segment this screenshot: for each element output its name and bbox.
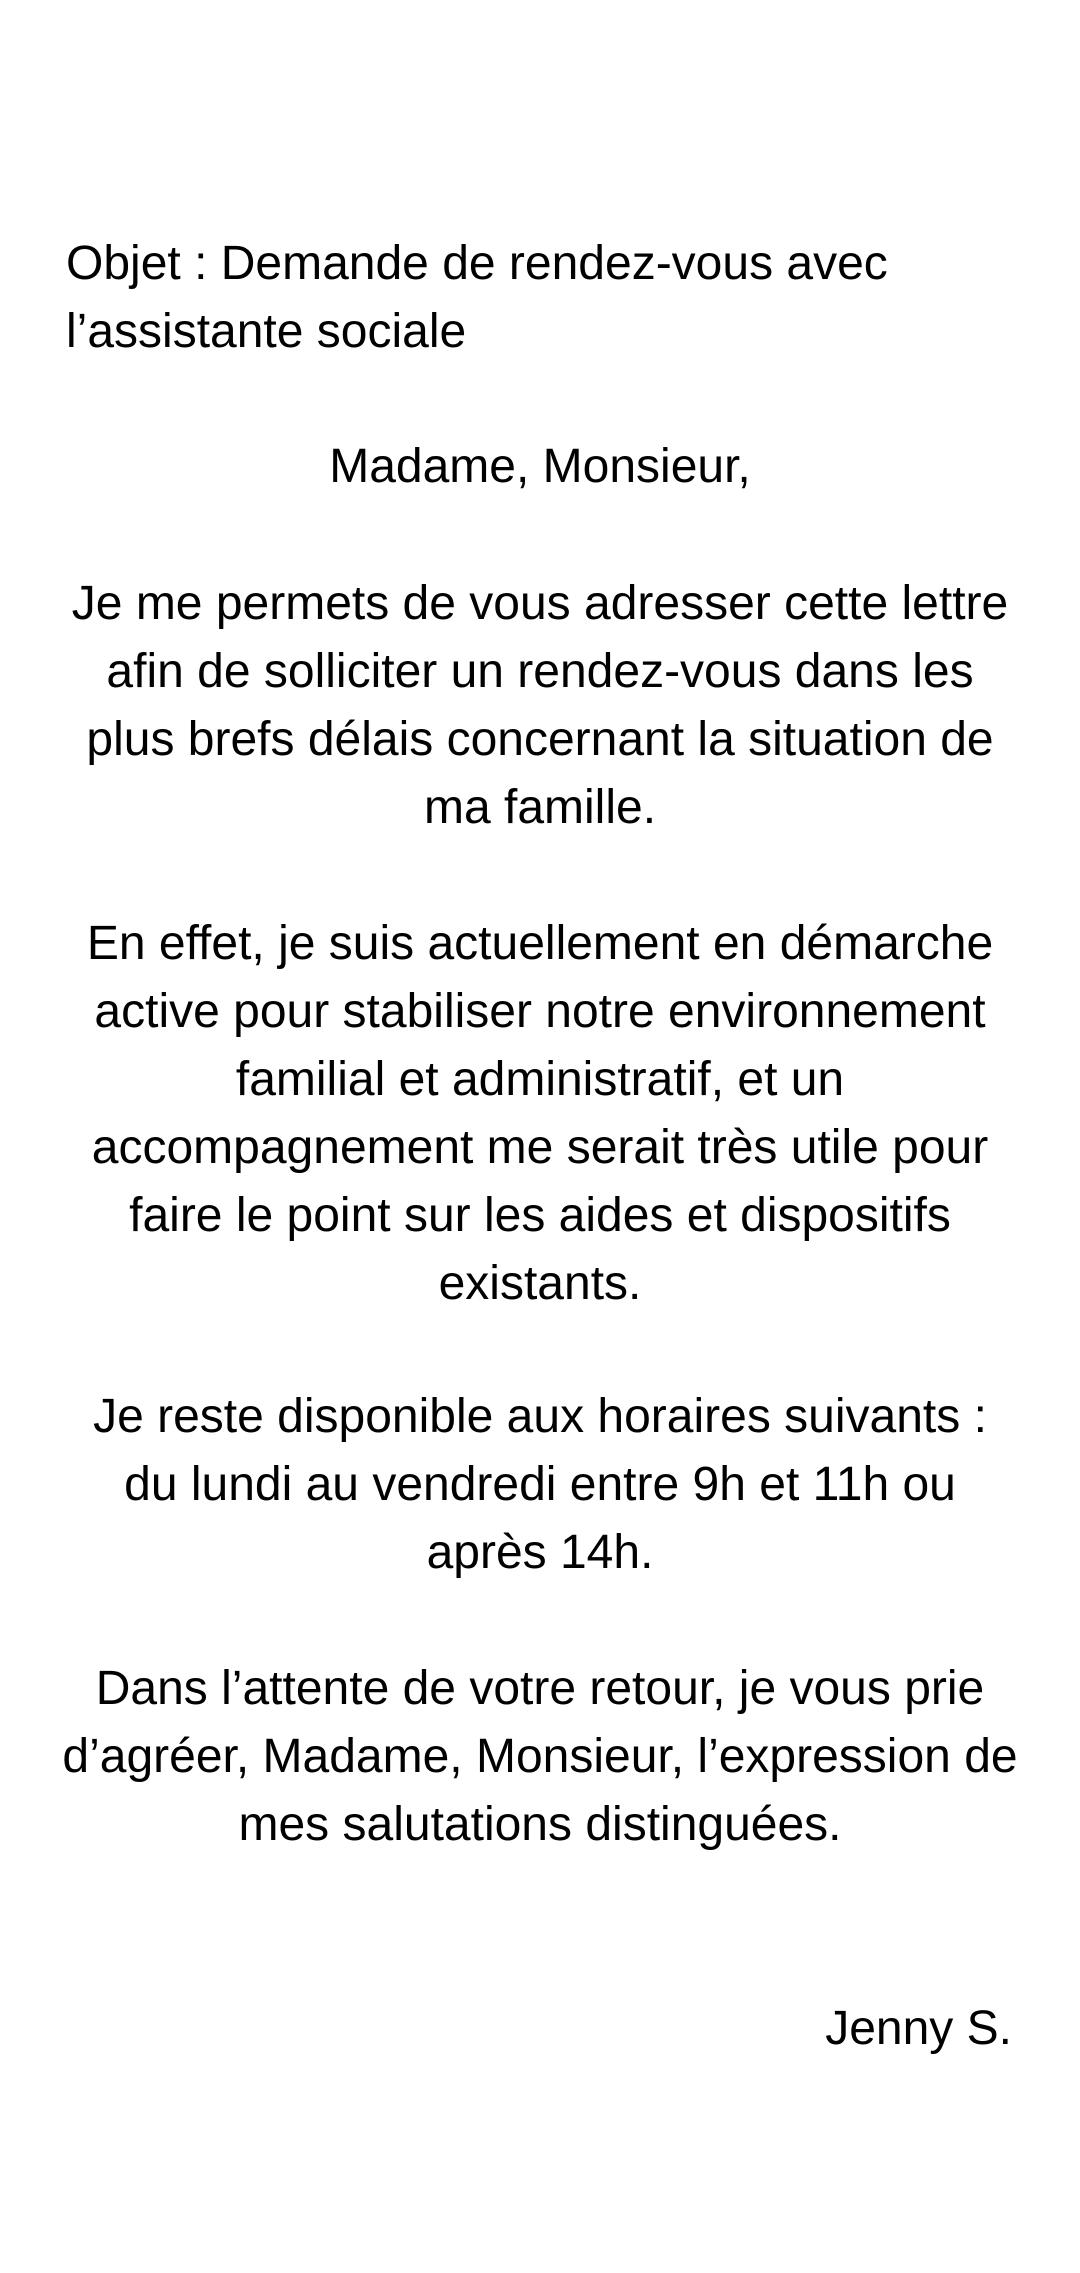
letter-paragraph-request: Je me permets de vous adresser cette lettre afin de solliciter un rendez-vous dans les plus brefs délais concernant la situation de ma famille. [71,577,1009,834]
letter-paragraph-context: En effet, je suis actuellement en démarche active pour stabiliser notre environnement familial et administratif, et un accompagnement me serait très utile pour faire le point sur les aides et dispositifs existants. [86,917,994,1310]
letter-paragraph-availability: Je reste disponible aux horaires suivants : du lundi au vendredi entre 9h et 11h ou après 14h. [93,1390,987,1579]
letter-subject: Objet : Demande de rendez-vous avec l’assistante sociale [66,237,888,358]
letter-signature: Jenny S. [825,2002,1012,2055]
letter-paragraph-closing: Dans l’attente de votre retour, je vous prie d’agréer, Madame, Monsieur, l’expression de mes salutations distinguées. [62,1662,1018,1851]
letter-greeting: Madame, Monsieur, [329,440,751,493]
